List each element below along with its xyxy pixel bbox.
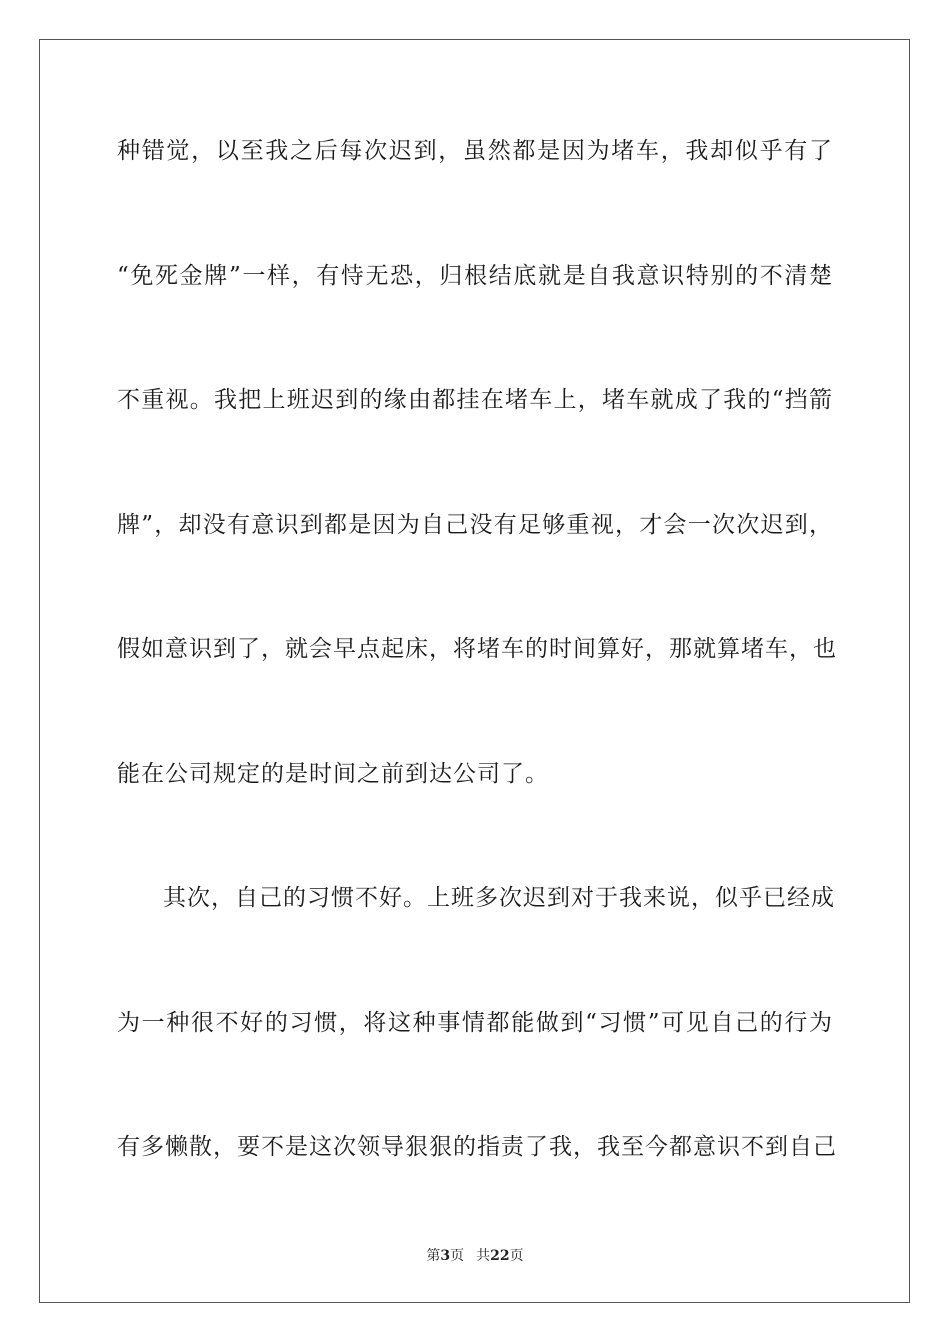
text-line: 种错觉，以至我之后每次迟到，虽然都是因为堵车，我却似乎有了 bbox=[117, 138, 833, 164]
total-label-suffix: 页 bbox=[509, 1248, 524, 1264]
text-line: 有多懒散，要不是这次领导狠狠的指责了我，我至今都意识不到自己 bbox=[117, 1134, 837, 1160]
page-label-prefix: 第 bbox=[426, 1248, 441, 1264]
page-number: 3 bbox=[440, 1248, 451, 1264]
page-footer bbox=[0, 1247, 950, 1265]
text-line: 为一种很不好的习惯，将这种事情都能做到“习惯”可见自己的行为 bbox=[117, 1010, 833, 1036]
text-line: 假如意识到了，就会早点起床，将堵车的时间算好，那就算堵车，也 bbox=[117, 636, 837, 662]
text-line: 能在公司规定的是时间之前到达公司了。 bbox=[117, 761, 549, 787]
text-line: “免死金牌”一样，有恃无恐，归根结底就是自我意识特别的不清楚 bbox=[117, 263, 833, 289]
total-label-prefix: 共 bbox=[476, 1248, 491, 1264]
total-pages: 22 bbox=[490, 1248, 510, 1264]
paragraph-first-line: 其次，自己的习惯不好。上班多次迟到对于我来说，似乎已经成 bbox=[163, 885, 835, 911]
text-line: 牌”，却没有意识到都是因为自己没有足够重视，才会一次次迟到， bbox=[117, 512, 833, 538]
page-border bbox=[39, 39, 910, 1303]
page-label-suffix: 页 bbox=[450, 1248, 465, 1264]
text-line: 不重视。我把上班迟到的缘由都挂在堵车上，堵车就成了我的“挡箭 bbox=[117, 387, 833, 413]
